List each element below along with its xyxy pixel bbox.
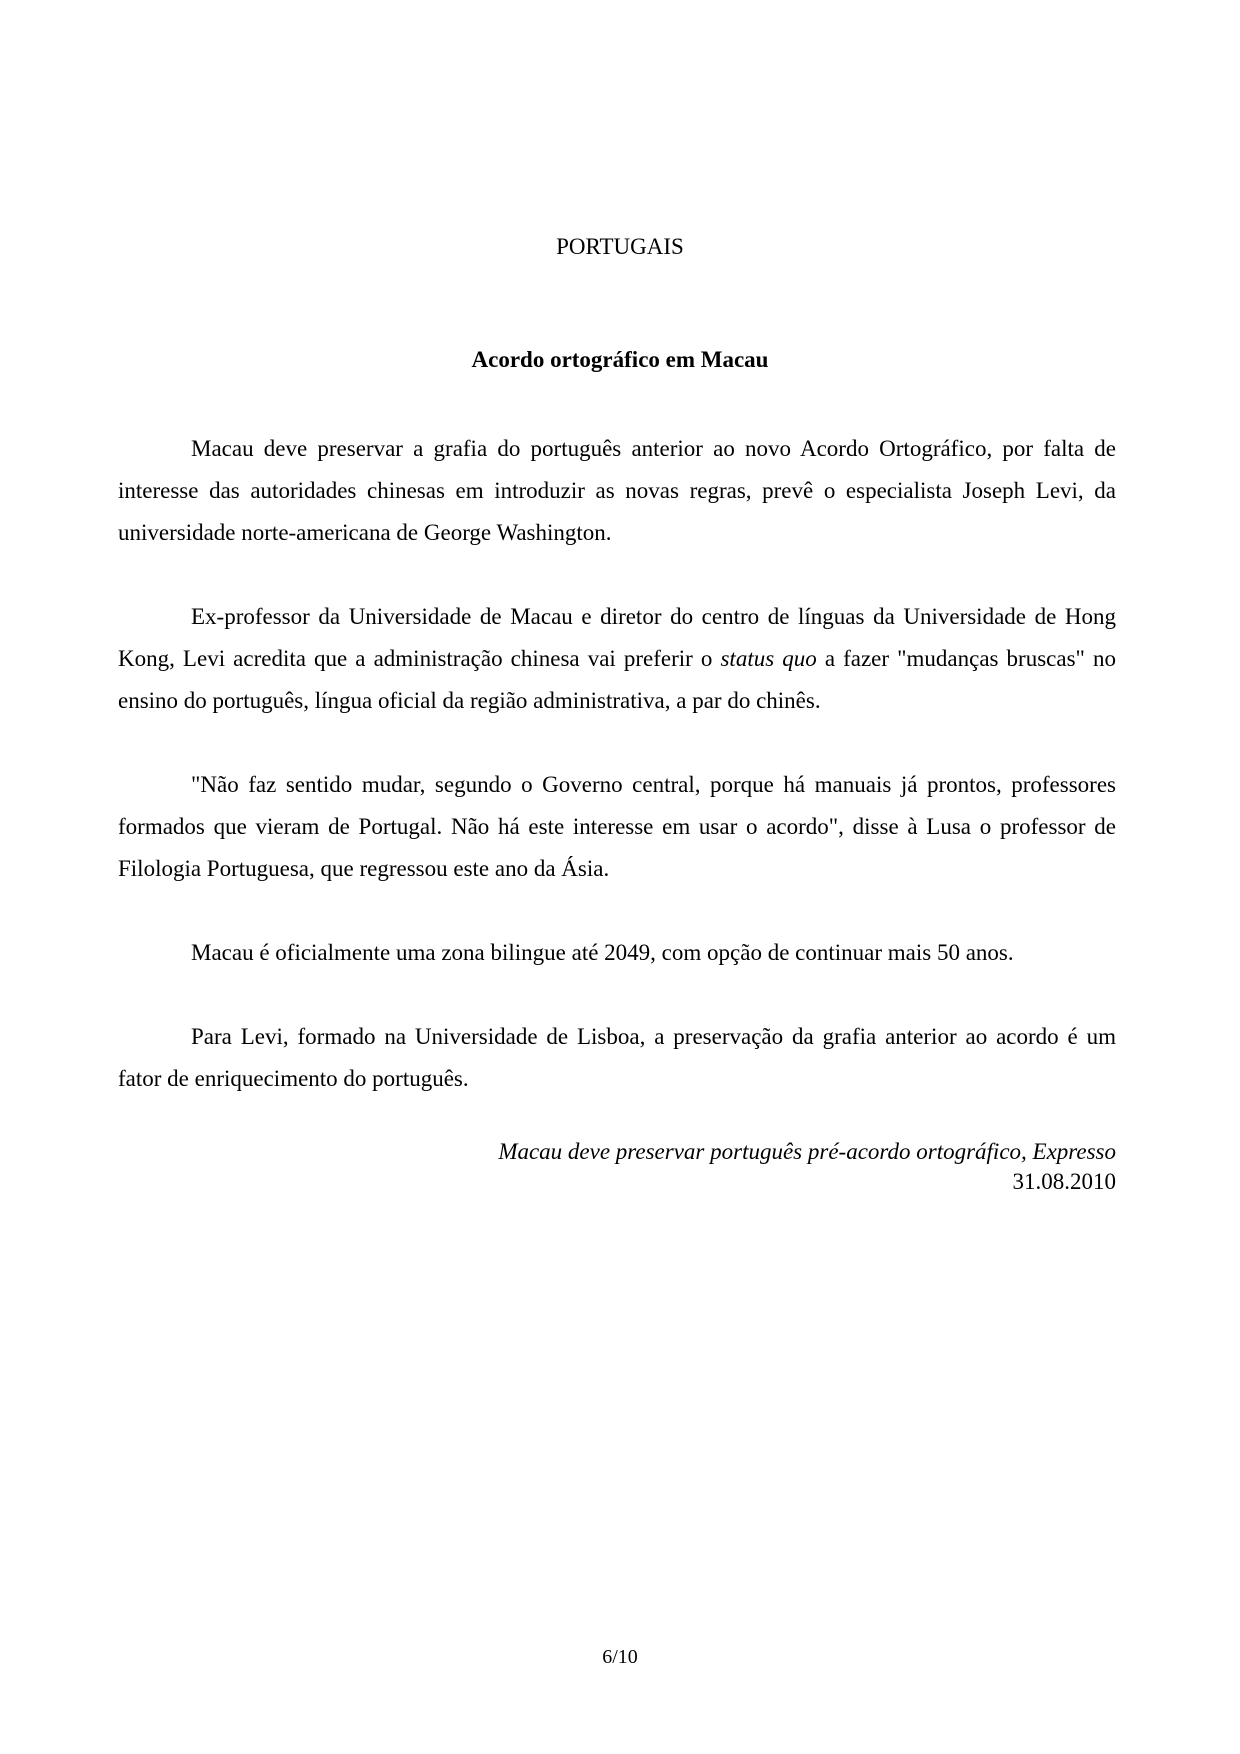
page-number: 6/10: [602, 1646, 638, 1668]
paragraph: Macau é oficialmente uma zona bilingue até 2049, com opção de continuar mais 50 anos.: [191, 940, 1014, 965]
citation: [118, 1137, 1116, 1197]
paragraph-text: a fazer "mudanças bruscas" no ensino do português, língua oficial da região administrativa, a par do chinês.: [118, 646, 1117, 713]
section-heading: PORTUGAIS: [556, 234, 684, 259]
citation-date: 31.08.2010: [1012, 1169, 1116, 1194]
citation-source: Macau deve preservar português pré-acordo ortográfico, Expresso: [498, 1139, 1116, 1164]
paragraph: Macau deve preservar a grafia do português anterior ao novo Acordo Ortográfico, por falta de interesse das autoridades chinesas em introduzir as novas regras, prevê o especialista Joseph Levi, da universidade norte-americana de George Washington.: [118, 436, 1116, 545]
paragraph-text: Ex-professor da Universidade de Macau e diretor do centro de línguas da Universidade de Hong Kong, Levi acredita que a administração chinesa vai preferir o: [118, 604, 1116, 671]
paragraph: Para Levi, formado na Universidade de Lisboa, a preservação da grafia anterior ao acordo é um fator de enriquecimento do português.: [118, 1024, 1116, 1091]
italic-term: status quo: [720, 646, 817, 671]
paragraph: [118, 596, 1116, 722]
article-body: [118, 428, 1116, 1100]
article-title: Acordo ortográfico em Macau: [471, 347, 769, 372]
paragraph: "Não faz sentido mudar, segundo o Governo central, porque há manuais já prontos, professores formados que vieram de Portugal. Não há este interesse em usar o acordo", disse à Lusa o professor de Filologia Portuguesa, que regressou este ano da Ásia.: [118, 772, 1116, 881]
